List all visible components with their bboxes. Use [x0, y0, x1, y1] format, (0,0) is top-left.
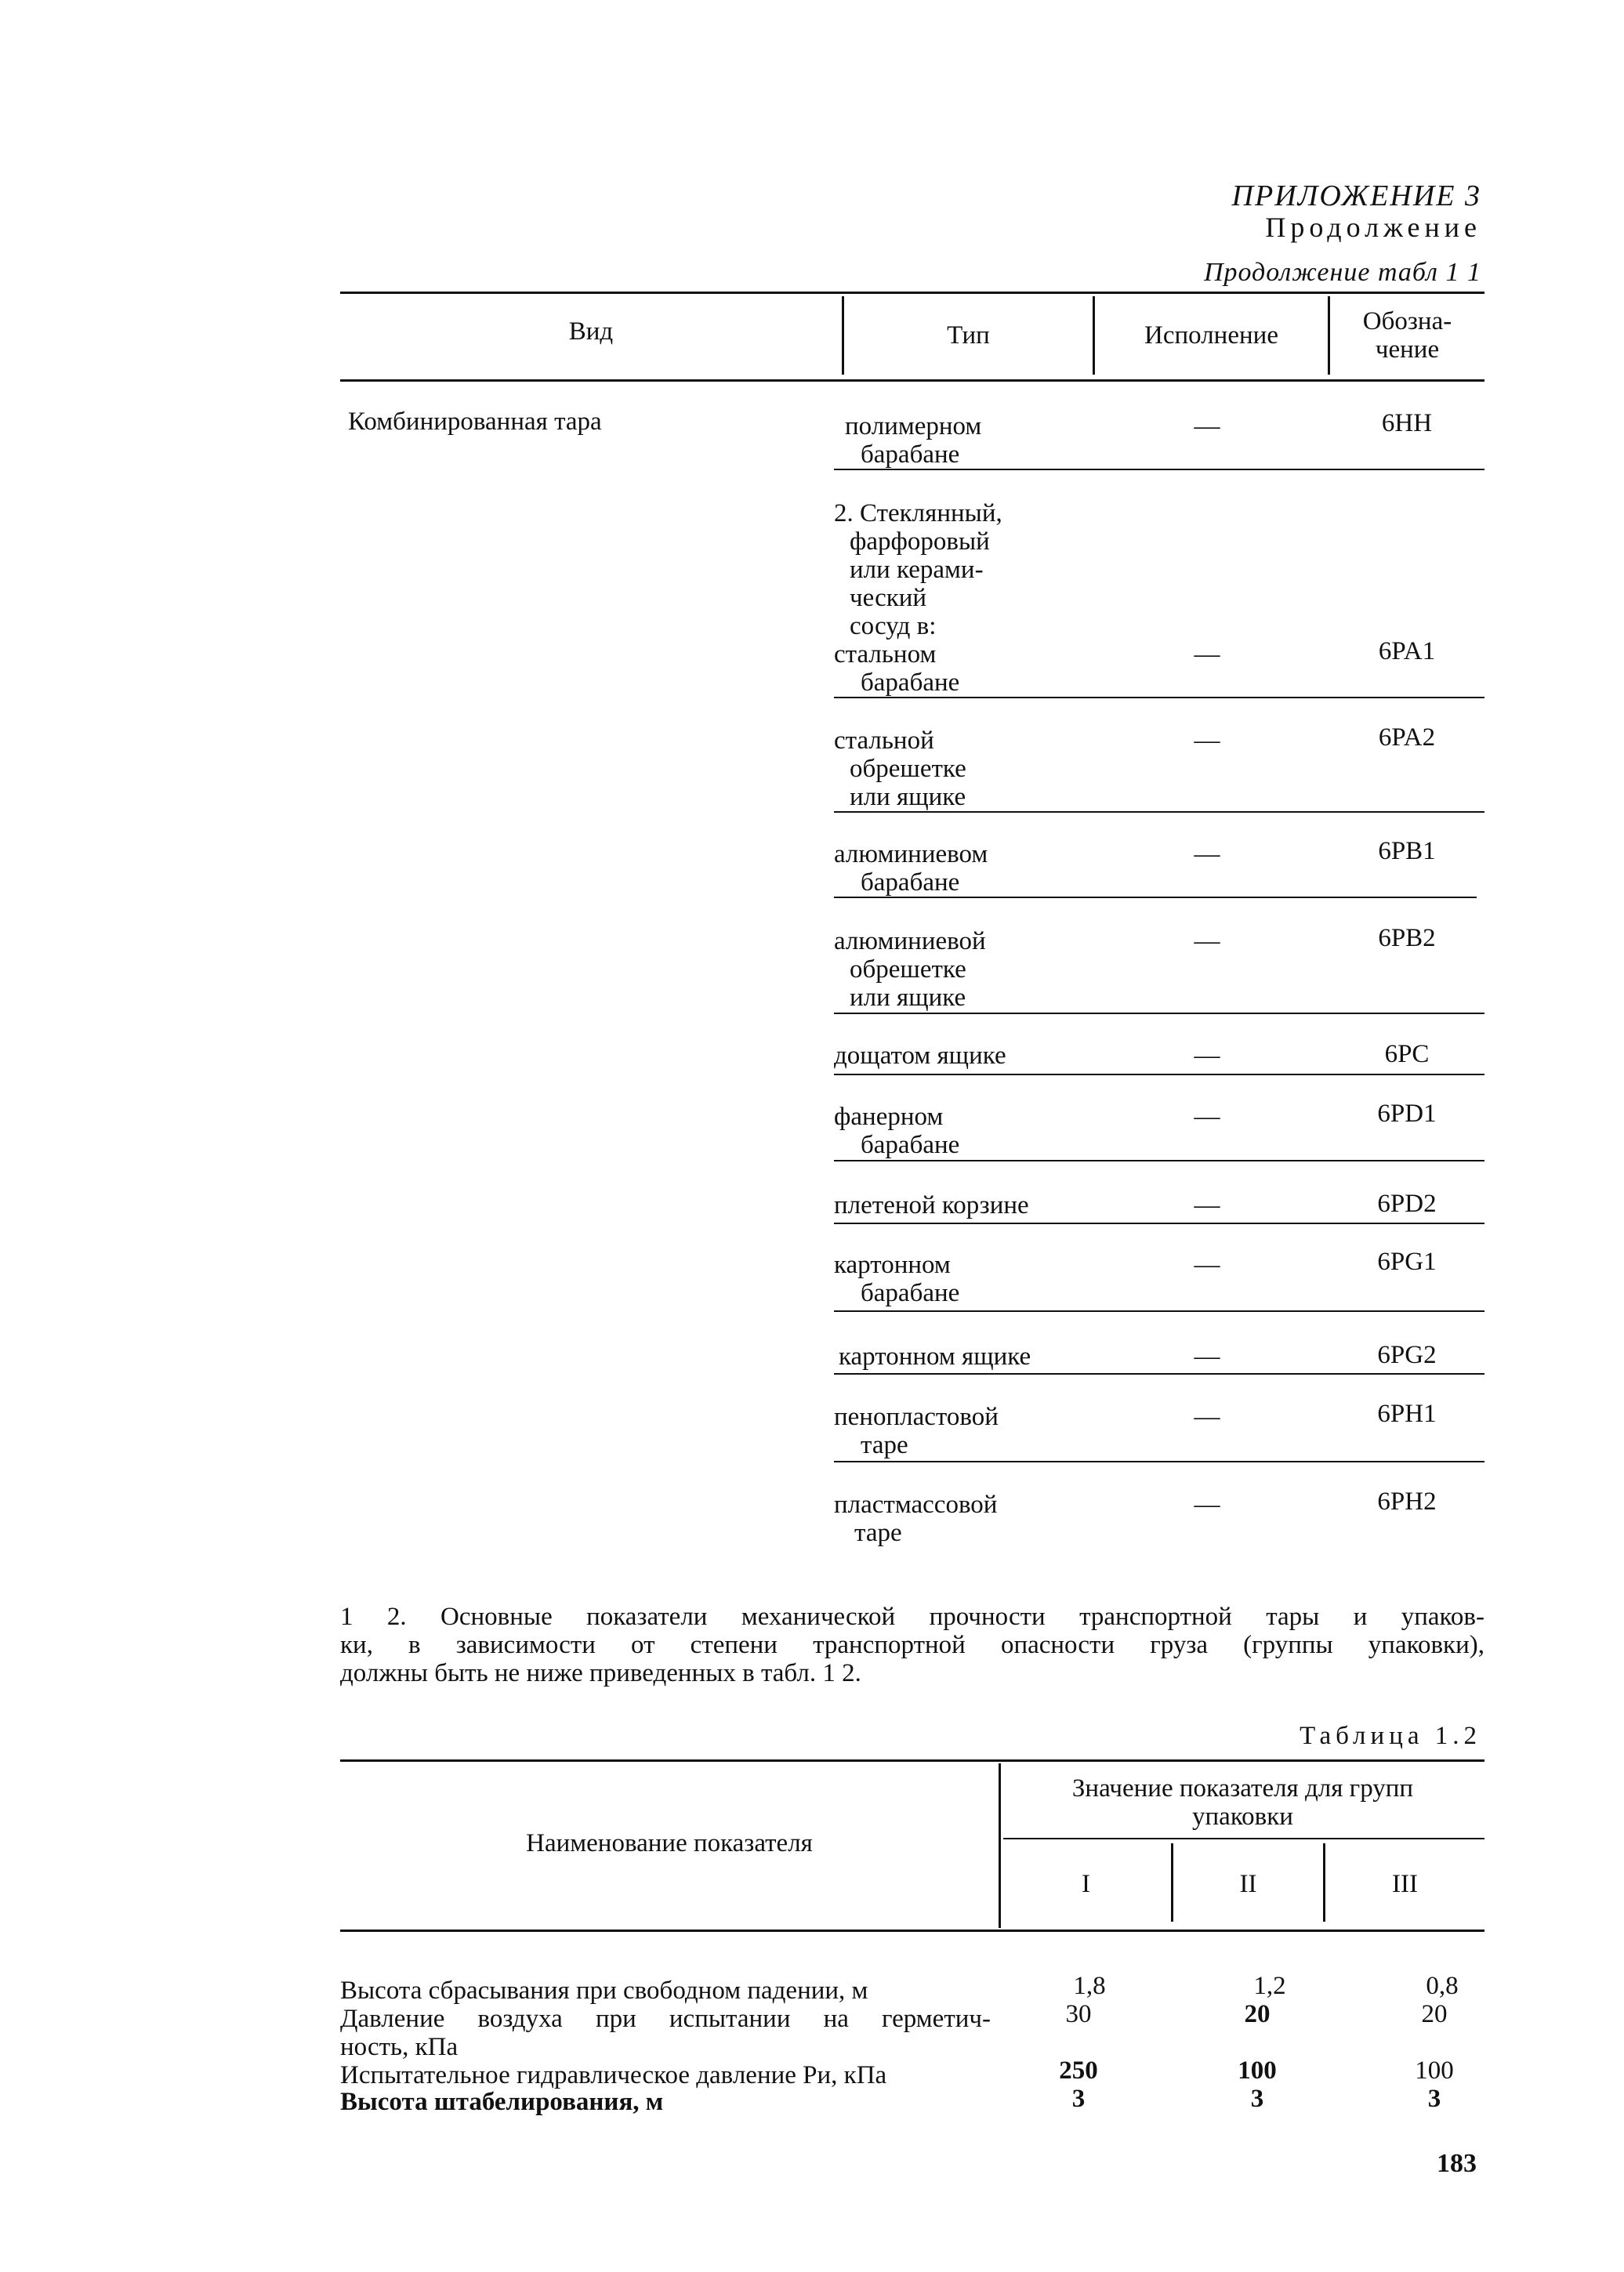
row-rule [834, 1074, 1484, 1075]
designation-cell: 6PA1 [1378, 637, 1436, 665]
execution-cell: — [1194, 1103, 1220, 1131]
execution-cell: — [1194, 727, 1220, 755]
value-group-I: 1,8 [1073, 1972, 1106, 2000]
type-cell: пластмассовой [834, 1491, 998, 1519]
execution-cell: — [1194, 927, 1220, 955]
paragraph-line: ки, в зависимости от степени транспортной опасности груза (группы упаковки), [340, 1631, 1484, 1659]
col-header-group-III: III [1392, 1870, 1418, 1898]
type-cell: пенопластовой [834, 1403, 999, 1431]
table12-caption: Таблица 1.2 [1300, 1722, 1481, 1750]
type-cell: сосуд в: [850, 612, 937, 640]
designation-cell: 6PC [1384, 1040, 1430, 1068]
table-continuation-label: Продолжение табл 1 1 [1203, 258, 1481, 287]
type-cell: или ящике [850, 783, 966, 811]
value-group-II: 1,2 [1253, 1972, 1286, 2000]
value-group-III: 20 [1421, 2000, 1448, 2028]
col-header-designation-2: чение [1375, 335, 1440, 364]
row-rule [834, 811, 1484, 813]
execution-cell: — [1194, 840, 1220, 868]
paragraph-line: 1 2. Основные показатели механической прочности транспортной тары и упаков- [340, 1603, 1484, 1631]
designation-cell: 6PD1 [1377, 1100, 1437, 1128]
execution-cell: — [1194, 412, 1220, 440]
indicator-name: Испытательное гидравлическое давление Pи, кПа [340, 2061, 887, 2089]
row-rule [834, 1310, 1484, 1312]
type-cell: дощатом ящике [834, 1042, 1006, 1070]
execution-cell: — [1194, 1343, 1220, 1371]
type-cell: обрешетке [850, 755, 966, 783]
indicator-name: Высота сбрасывания при свободном падении, м [340, 1977, 868, 2005]
value-group-II: 3 [1250, 2085, 1264, 2113]
type-cell: барабане [861, 1131, 960, 1159]
execution-cell: — [1194, 1191, 1220, 1219]
continuation-label: Продолжение [1265, 212, 1481, 243]
designation-cell: 6PG1 [1377, 1248, 1437, 1276]
table11-header-rule [340, 379, 1484, 382]
value-group-II: 20 [1244, 2000, 1271, 2028]
type-cell: полимерном [845, 412, 982, 440]
type-cell: алюминиевом [834, 840, 988, 868]
paragraph-line: должны быть не ниже приведенных в табл. 1 2. [340, 1659, 861, 1687]
table12-group-rule [1003, 1838, 1484, 1839]
table12-top-rule [340, 1759, 1484, 1762]
col-header-group-1: Значение показателя для групп [1071, 1774, 1414, 1803]
type-cell: таре [861, 1431, 908, 1459]
value-group-III: 0,8 [1426, 1972, 1459, 2000]
execution-cell: — [1194, 640, 1220, 669]
table11-top-rule [340, 292, 1484, 294]
type-cell: картонном [834, 1251, 951, 1279]
row-rule [834, 897, 1477, 898]
type-cell: барабане [861, 1279, 960, 1307]
type-cell: фанерном [834, 1103, 944, 1131]
value-group-III: 3 [1427, 2085, 1441, 2113]
appendix-title: ПРИЛОЖЕНИЕ 3 [1231, 179, 1481, 212]
execution-cell: — [1194, 1251, 1220, 1279]
row-rule [834, 1160, 1484, 1161]
page-number: 183 [1437, 2149, 1477, 2178]
value-group-I: 3 [1071, 2085, 1086, 2113]
col-header-kind: Вид [568, 317, 614, 346]
row-rule [834, 1373, 1484, 1375]
value-group-II: 100 [1238, 2056, 1277, 2085]
designation-cell: 6PH1 [1377, 1400, 1437, 1428]
type-cell: стальной [834, 727, 934, 755]
value-group-I: 30 [1065, 2000, 1092, 2028]
type-cell: барабане [861, 440, 960, 469]
table12-header-rule [340, 1930, 1484, 1932]
designation-cell: 6PB1 [1378, 837, 1436, 865]
value-group-I: 250 [1059, 2056, 1098, 2085]
designation-cell: 6PH2 [1377, 1487, 1437, 1516]
type-cell: обрешетке [850, 955, 966, 984]
type-cell: таре [854, 1519, 902, 1547]
col-header-designation-1: Обозна- [1362, 307, 1452, 335]
col-header-execution: Исполнение [1144, 321, 1278, 350]
type-cell: картонном ящике [839, 1343, 1031, 1371]
type-cell: алюминиевой [834, 927, 986, 955]
designation-cell: 6PG2 [1377, 1341, 1437, 1369]
value-group-III: 100 [1415, 2056, 1454, 2085]
col-header-name: Наименование показателя [526, 1829, 813, 1857]
col-header-group-I: I [1082, 1870, 1090, 1898]
indicator-name: ность, кПа [340, 2033, 459, 2061]
row-rule [834, 1461, 1484, 1462]
designation-cell: 6PA2 [1378, 723, 1436, 752]
col-header-group-II: II [1239, 1870, 1257, 1898]
type-cell: или ящике [850, 984, 966, 1012]
indicator-name: Давление воздуха при испытании на герметич- [340, 2005, 991, 2033]
type-cell: барабане [861, 669, 960, 697]
designation-cell: 6PB2 [1378, 924, 1436, 952]
type-cell: барабане [861, 868, 960, 897]
col-header-type: Тип [947, 321, 990, 350]
col-header-group-2: упаковки [1192, 1803, 1293, 1831]
row-rule [834, 1013, 1484, 1014]
type-cell: стальном [834, 640, 937, 669]
row-rule [834, 469, 1484, 470]
type-cell: 2. Стеклянный, [834, 499, 1002, 527]
type-cell: плетеной корзине [834, 1191, 1029, 1219]
execution-cell: — [1194, 1042, 1220, 1070]
type-cell: ческий [850, 584, 927, 612]
type-cell: фарфоровый [850, 527, 990, 556]
row-rule [834, 697, 1484, 698]
execution-cell: — [1194, 1491, 1220, 1519]
execution-cell: — [1194, 1403, 1220, 1431]
designation-cell: 6HH [1381, 409, 1433, 437]
designation-cell: 6PD2 [1377, 1190, 1437, 1218]
indicator-name: Высота штабелирования, м [340, 2088, 664, 2116]
kind-cell: Комбинированная тара [348, 408, 602, 436]
type-cell: или керами- [850, 556, 984, 584]
row-rule [834, 1223, 1484, 1224]
